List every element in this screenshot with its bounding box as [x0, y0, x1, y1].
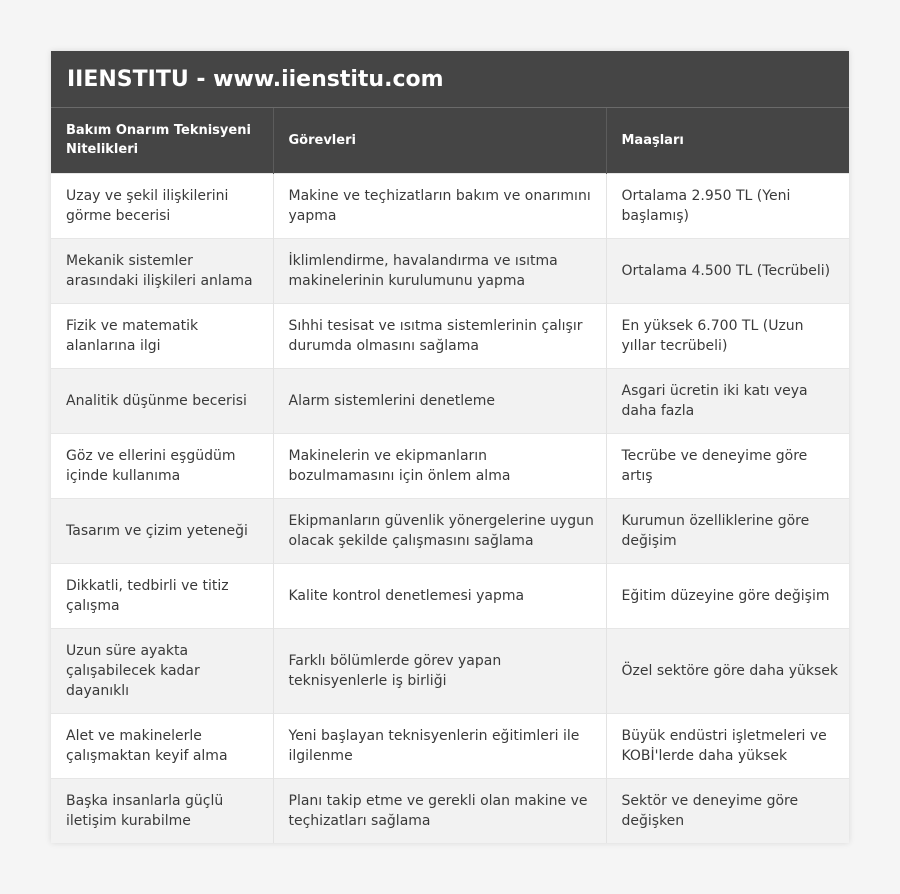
duty-cell: Makine ve teçhizatların bakım ve onarımını yapma	[273, 173, 606, 238]
salary-cell: Eğitim düzeyine göre değişim	[606, 563, 849, 628]
table-row	[51, 563, 849, 628]
qualification-cell: Mekanik sistemler arasındaki ilişkileri anlama	[51, 238, 273, 303]
salary-cell: Özel sektöre göre daha yüksek	[606, 628, 849, 713]
qualification-cell: Uzun süre ayakta çalışabilecek kadar dayanıklı	[51, 628, 273, 713]
qualification-cell: Göz ve ellerini eşgüdüm içinde kullanıma	[51, 433, 273, 498]
salary-cell: En yüksek 6.700 TL (Uzun yıllar tecrübeli)	[606, 303, 849, 368]
salary-cell: Ortalama 4.500 TL (Tecrübeli)	[606, 238, 849, 303]
table-card	[51, 51, 849, 843]
table-row	[51, 173, 849, 238]
table-row	[51, 628, 849, 713]
table-row	[51, 238, 849, 303]
duty-cell: Kalite kontrol denetlemesi yapma	[273, 563, 606, 628]
table-row	[51, 433, 849, 498]
qualification-cell: Fizik ve matematik alanlarına ilgi	[51, 303, 273, 368]
salary-cell: Büyük endüstri işletmeleri ve KOBİ'lerde daha yüksek	[606, 713, 849, 778]
qualification-cell: Tasarım ve çizim yeteneği	[51, 498, 273, 563]
column-header-duties: Görevleri	[273, 108, 606, 173]
table-row	[51, 498, 849, 563]
salary-cell: Tecrübe ve deneyime göre artış	[606, 433, 849, 498]
qualification-cell: Uzay ve şekil ilişkilerini görme becerisi	[51, 173, 273, 238]
duty-cell: Yeni başlayan teknisyenlerin eğitimleri ile ilgilenme	[273, 713, 606, 778]
salary-cell: Sektör ve deneyime göre değişken	[606, 778, 849, 843]
duty-cell: Sıhhi tesisat ve ısıtma sistemlerinin çalışır durumda olmasını sağlama	[273, 303, 606, 368]
table-row	[51, 303, 849, 368]
duty-cell: Alarm sistemlerini denetleme	[273, 368, 606, 433]
duty-cell: Farklı bölümlerde görev yapan teknisyenlerle iş birliği	[273, 628, 606, 713]
column-header-qualifications: Bakım Onarım Teknisyeni Nitelikleri	[51, 108, 273, 173]
salary-cell: Asgari ücretin iki katı veya daha fazla	[606, 368, 849, 433]
column-header-salaries: Maaşları	[606, 108, 849, 173]
table-row	[51, 713, 849, 778]
salary-cell: Kurumun özelliklerine göre değişim	[606, 498, 849, 563]
duty-cell: Makinelerin ve ekipmanların bozulmamasını için önlem alma	[273, 433, 606, 498]
data-table	[51, 108, 849, 843]
salary-cell: Ortalama 2.950 TL (Yeni başlamış)	[606, 173, 849, 238]
qualification-cell: Analitik düşünme becerisi	[51, 368, 273, 433]
table-row	[51, 778, 849, 843]
duty-cell: Ekipmanların güvenlik yönergelerine uygun olacak şekilde çalışmasını sağlama	[273, 498, 606, 563]
qualification-cell: Alet ve makinelerle çalışmaktan keyif alma	[51, 713, 273, 778]
table-header-row	[51, 108, 849, 173]
qualification-cell: Başka insanlarla güçlü iletişim kurabilme	[51, 778, 273, 843]
page-title: IIENSTITU - www.iienstitu.com	[51, 51, 849, 108]
qualification-cell: Dikkatli, tedbirli ve titiz çalışma	[51, 563, 273, 628]
duty-cell: Planı takip etme ve gerekli olan makine ve teçhizatları sağlama	[273, 778, 606, 843]
duty-cell: İklimlendirme, havalandırma ve ısıtma makinelerinin kurulumunu yapma	[273, 238, 606, 303]
table-row	[51, 368, 849, 433]
